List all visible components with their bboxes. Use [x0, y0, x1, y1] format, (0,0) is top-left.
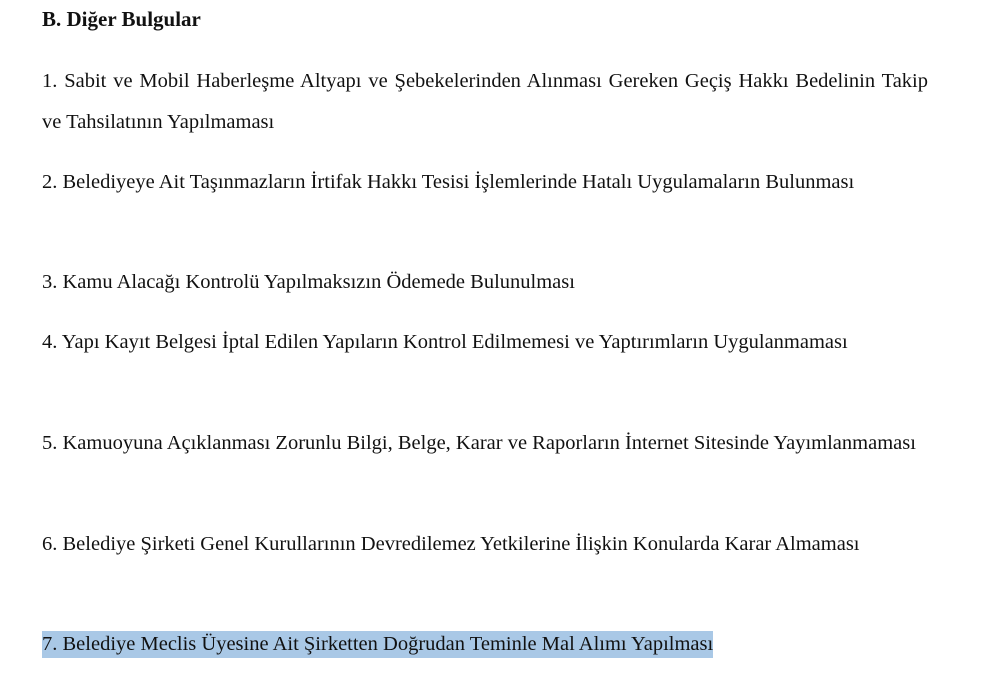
finding-item-5: 5. Kamuoyuna Açıklanması Zorunlu Bilgi, Belge, Karar ve Raporların İnternet Sitesinde Yayımlanmaması — [42, 432, 916, 454]
finding-item-3: 3. Kamu Alacağı Kontrolü Yapılmaksızın Ödemede Bulunulması — [42, 271, 575, 293]
finding-item-2: 2. Belediyeye Ait Taşınmazların İrtifak Hakkı Tesisi İşlemlerinde Hatalı Uygulamaların Bulunması — [42, 171, 855, 193]
finding-item-1: 1. Sabit ve Mobil Haberleşme Altyapı ve Şebekelerinden Alınması Gereken Geçiş Hakkı Bedelinin Takip ve Tahsilatının Yapılmaması — [42, 70, 928, 133]
finding-item-4: 4. Yapı Kayıt Belgesi İptal Edilen Yapıların Kontrol Edilmemesi ve Yaptırımların Uygulanmaması — [42, 331, 848, 353]
section-heading: B. Diğer Bulgular — [42, 7, 201, 31]
selected-text-highlight[interactable]: 7. Belediye Meclis Üyesine Ait Şirketten Doğrudan Teminle Mal Alımı Yapılması — [42, 631, 713, 658]
finding-item-7-selected[interactable] — [42, 624, 928, 665]
finding-item-6: 6. Belediye Şirketi Genel Kurullarının Devredilemez Yetkilerine İlişkin Konularda Karar Almaması — [42, 533, 860, 555]
